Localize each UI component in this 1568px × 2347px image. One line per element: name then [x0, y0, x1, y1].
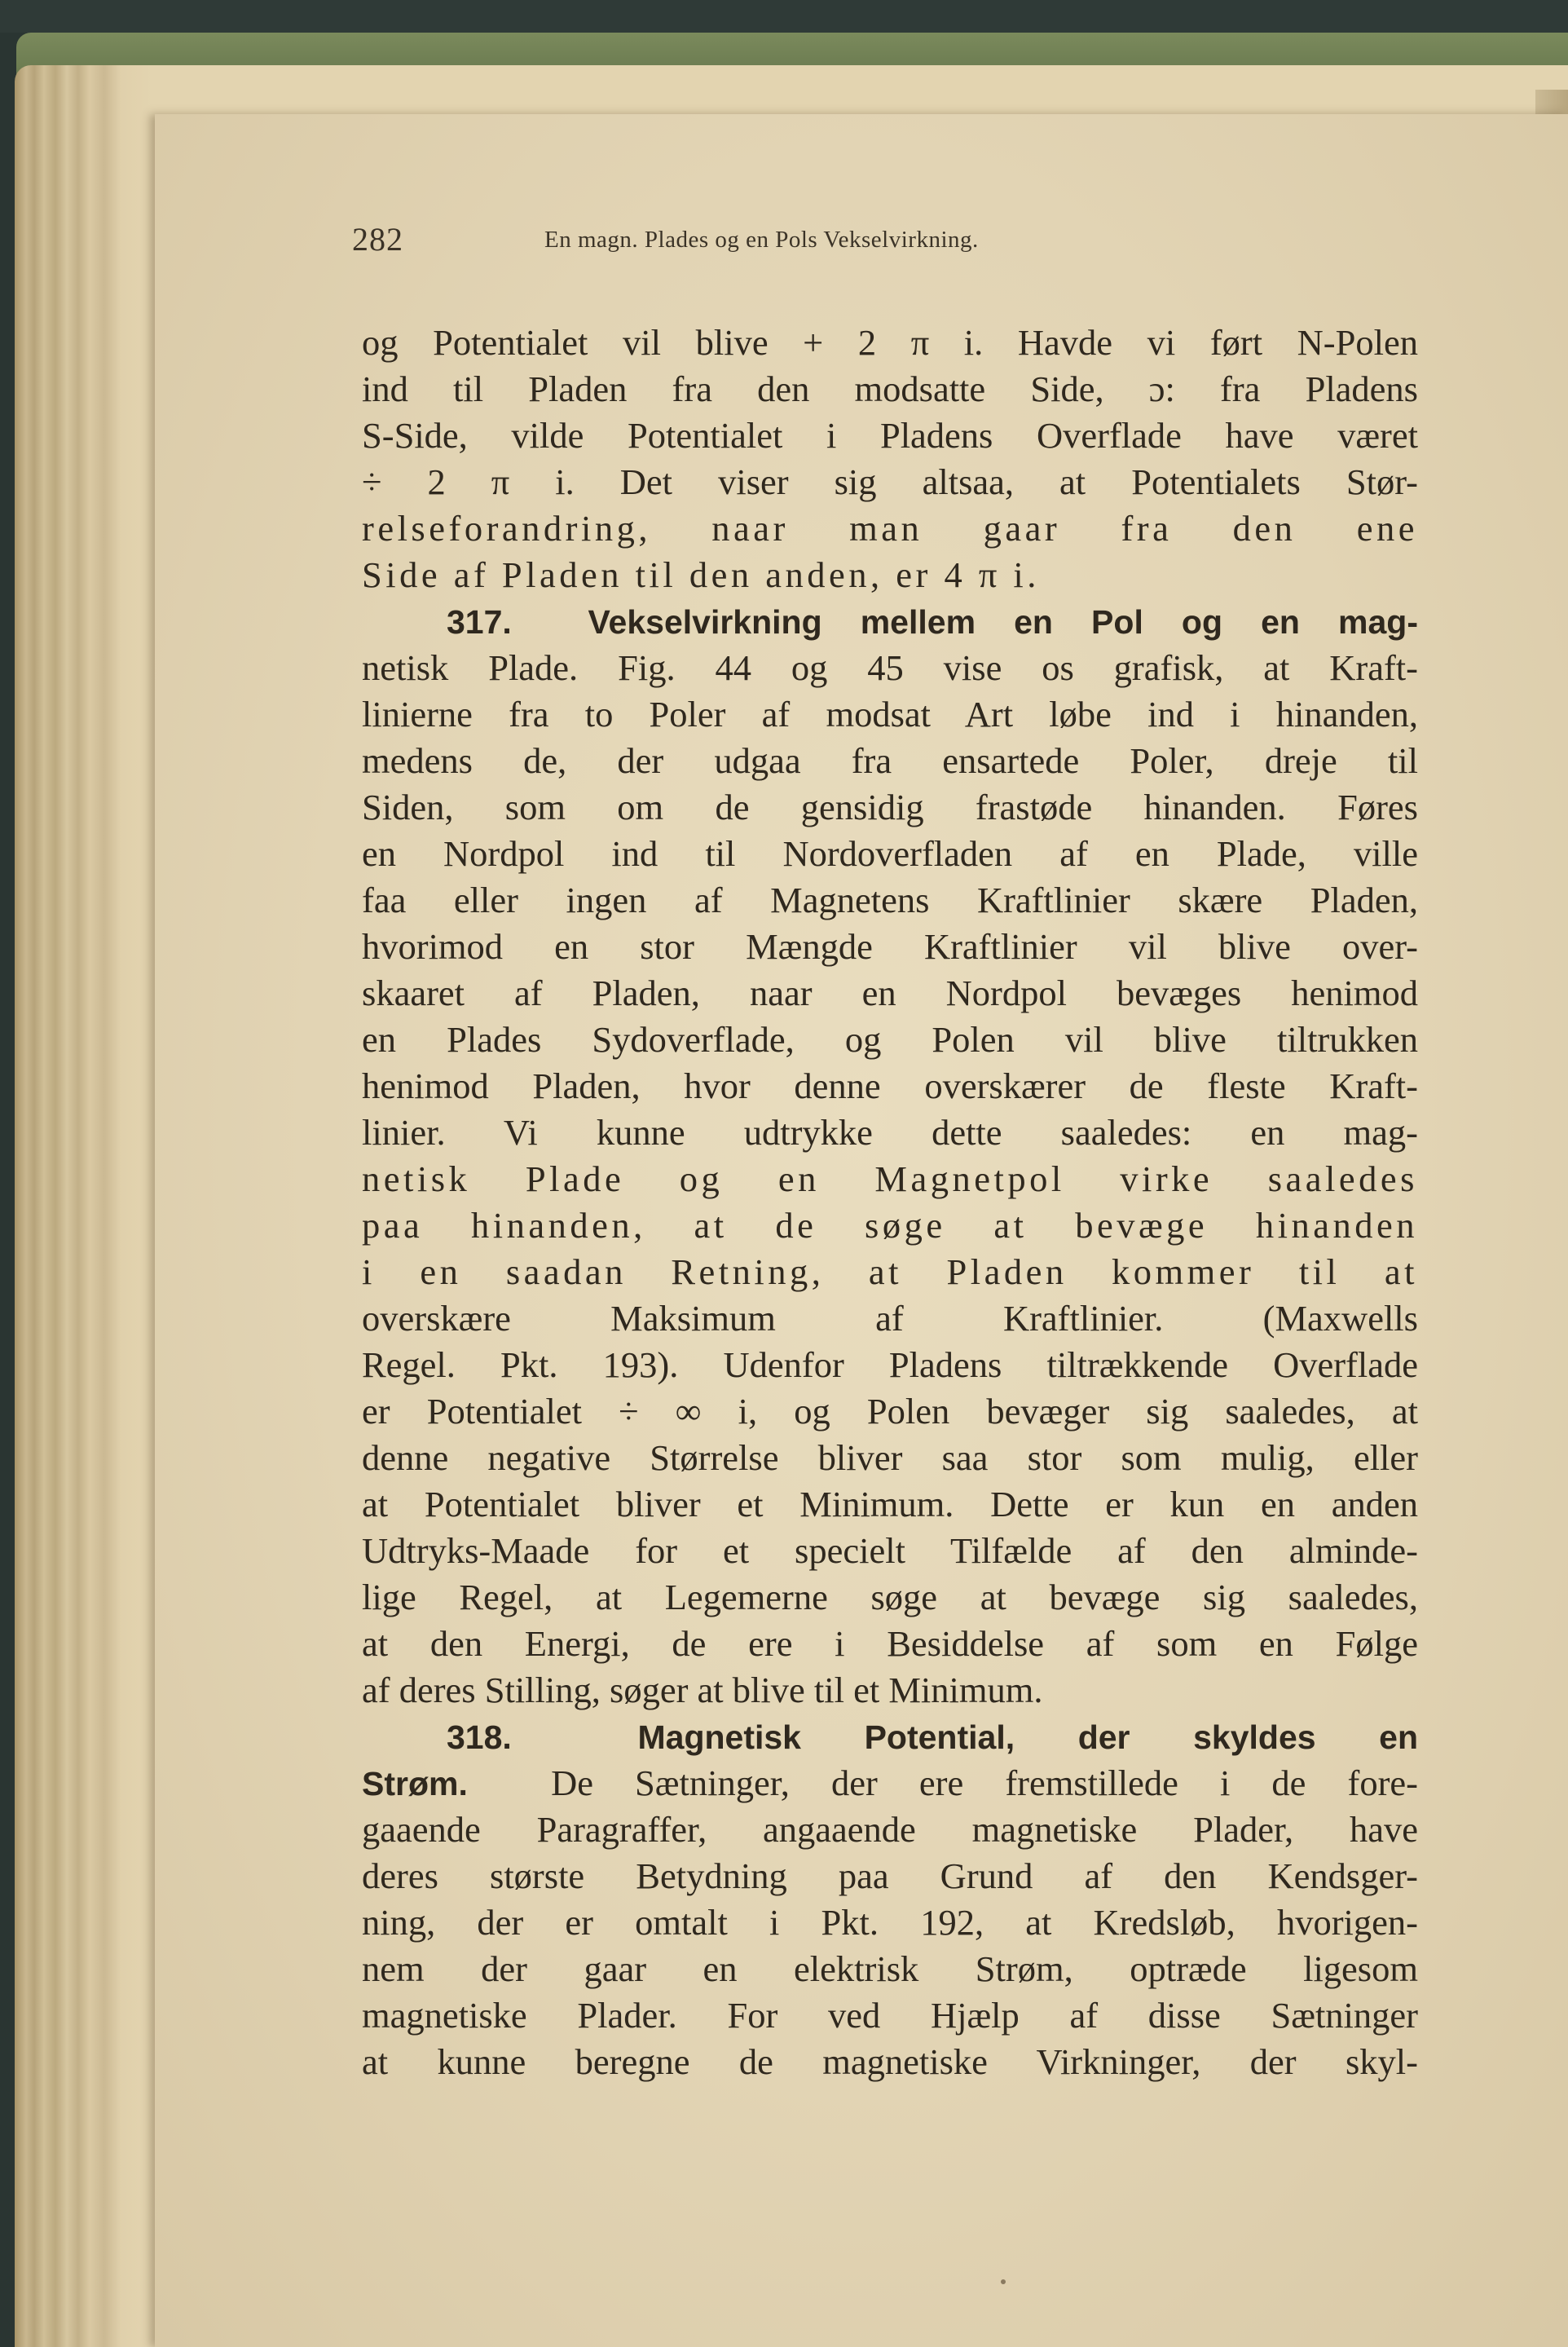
text-line: S-Side, vilde Potentialet i Pladens Overflade have været	[362, 415, 1418, 456]
text-line: Siden, som om de gensidig frastøde hinanden. Føres	[362, 787, 1418, 827]
section-number: 318.	[447, 1718, 512, 1756]
text-line: og Potentialet vil blive + 2 π i. Havde vi ført N-Polen	[362, 322, 1418, 363]
text-line: skaaret af Pladen, naar en Nordpol bevæges henimod	[362, 973, 1418, 1013]
text-line: magnetiske Plader. For ved Hjælp af disse Sætninger	[362, 1995, 1418, 2036]
text-line: en Nordpol ind til Nordoverfladen af en Plade, ville	[362, 833, 1418, 874]
running-head: En magn. Plades og en Pols Vekselvirkning.	[544, 227, 979, 253]
text-line: paa hinanden, at de søge at bevæge hinanden	[362, 1205, 1418, 1246]
section-318-continuation: Strøm. De Sætninger, der ere fremstillede i de fore-	[362, 1762, 1418, 1803]
text-line: linierne fra to Poler af modsat Art løbe ind i hinanden,	[362, 694, 1418, 735]
text-line: ind til Pladen fra den modsatte Side, ɔ: fra Pladens	[362, 368, 1418, 409]
page-body	[362, 320, 1418, 2085]
text-line: faa eller ingen af Magnetens Kraftlinier skære Pladen,	[362, 880, 1418, 920]
text-line: nem der gaar en elektrisk Strøm, optræde ligesom	[362, 1948, 1418, 1989]
text-line: ÷ 2 π i. Det viser sig altsaa, at Potentialets Stør-	[362, 461, 1418, 502]
text-line: ning, der er omtalt i Pkt. 192, at Kredsløb, hvorigen-	[362, 1902, 1418, 1943]
section-heading-317	[362, 598, 1418, 645]
text-line: gaaende Paragraffer, angaaende magnetiske Plader, have	[362, 1809, 1418, 1850]
text-line: medens de, der udgaa fra ensartede Poler, dreje til	[362, 740, 1418, 781]
text-line: af deres Stilling, søger at blive til et Minimum.	[362, 1670, 1043, 1710]
text-line: linier. Vi kunne udtrykke dette saaledes: en mag-	[362, 1112, 1418, 1153]
text-line: netisk Plade. Fig. 44 og 45 vise os grafisk, at Kraft-	[362, 647, 1418, 688]
text-line: netisk Plade og en Magnetpol virke saaledes	[362, 1158, 1418, 1199]
text-line: overskære Maksimum af Kraftlinier. (Maxwells	[362, 1298, 1418, 1339]
text-line: henimod Pladen, hvor denne overskærer de fleste Kraft-	[362, 1065, 1418, 1106]
section-title: Magnetisk Potential, der skyldes en	[637, 1718, 1418, 1756]
section-title: Strøm.	[362, 1765, 468, 1802]
page-header	[352, 220, 1265, 269]
text-line: er Potentialet ÷ ∞ i, og Polen bevæger sig saaledes, at	[362, 1391, 1418, 1432]
text-line: lige Regel, at Legemerne søge at bevæge sig saaledes,	[362, 1577, 1418, 1617]
text-line: Udtryks-Maade for et specielt Tilfælde af den alminde-	[362, 1530, 1418, 1571]
section-heading-318	[362, 1714, 1418, 1760]
ink-speck	[1001, 2279, 1006, 2284]
text-line: relseforandring, naar man gaar fra den ene	[362, 508, 1418, 549]
text-line: en Plades Sydoverflade, og Polen vil blive tiltrukken	[362, 1019, 1418, 1060]
section-number: 317.	[447, 603, 512, 641]
text-line: at Potentialet bliver et Minimum. Dette er kun en anden	[362, 1484, 1418, 1524]
text-line: Side af Pladen til den anden, er 4 π i.	[362, 554, 1040, 595]
text-line: at kunne beregne de magnetiske Virkninger, der skyl-	[362, 2041, 1418, 2082]
text-line: Regel. Pkt. 193). Udenfor Pladens tiltrækkende Overflade	[362, 1344, 1418, 1385]
text-line: deres største Betydning paa Grund af den Kendsger-	[362, 1855, 1418, 1896]
text-line: at den Energi, de ere i Besiddelse af som en Følge	[362, 1623, 1418, 1664]
text-line: i en saadan Retning, at Pladen kommer til at	[362, 1251, 1418, 1292]
page-number: 282	[352, 221, 403, 258]
text-line: hvorimod en stor Mængde Kraftlinier vil blive over-	[362, 926, 1418, 967]
text-line: denne negative Størrelse bliver saa stor som mulig, eller	[362, 1437, 1418, 1478]
section-title: Vekselvirkning mellem en Pol og en mag-	[588, 603, 1418, 641]
